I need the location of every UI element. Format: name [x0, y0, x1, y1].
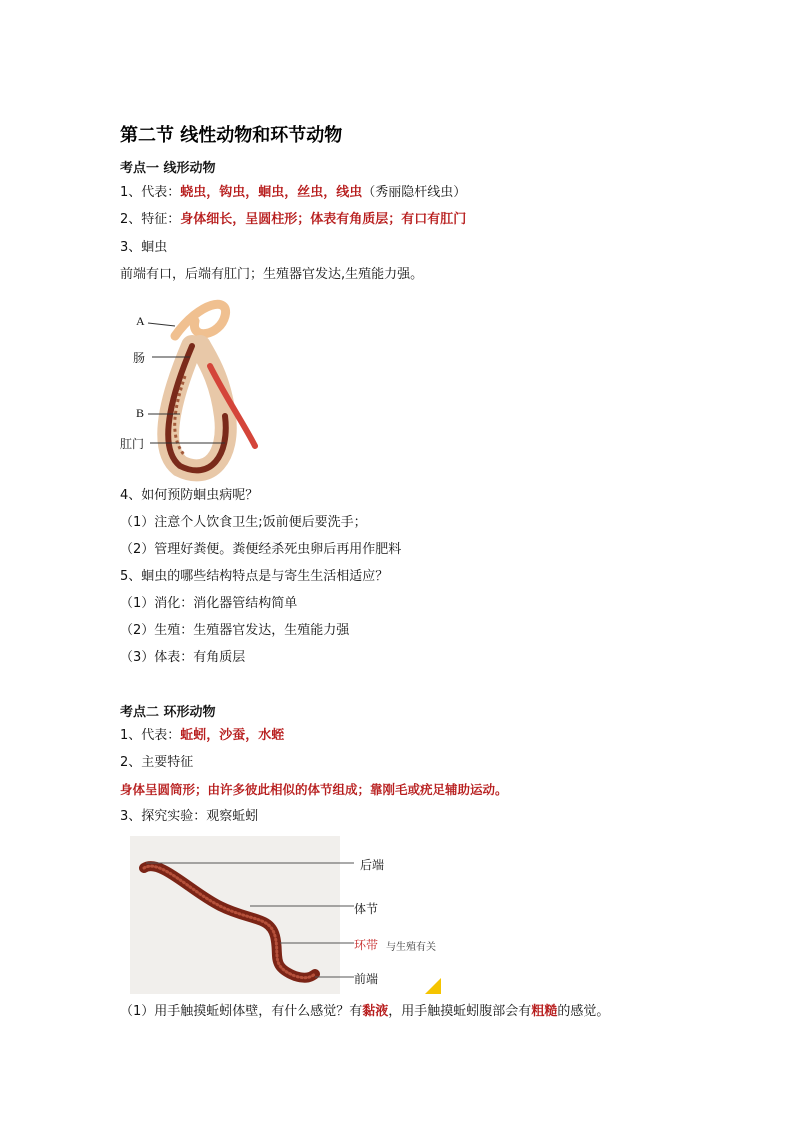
question-1 [120, 1003, 609, 1021]
q1-rough: 粗糙 [531, 1004, 558, 1019]
earthworm-photo [130, 836, 340, 994]
q1-part-c: ，用手触摸蚯蚓腹部会有 [388, 1004, 532, 1019]
adaptation-question: 5、蛔虫的哪些结构特点是与寄生生活相适应？ [120, 569, 389, 584]
rep2-items: 蚯蚓，沙蚕，水蛭 [180, 728, 285, 743]
label-segment: 体节 [354, 902, 379, 916]
label-b: B [136, 406, 145, 420]
label-intestine: 肠 [133, 351, 146, 365]
label-a: A [136, 314, 145, 328]
adaptation-item-1: （1）消化：消化器管结构简单 [120, 596, 298, 611]
adaptation-item-3: （3）体表：有角质层 [120, 650, 246, 665]
prevention-item-1: （1）注意个人饮食卫生;饭前便后要洗手； [120, 515, 367, 530]
experiment-heading: 3、探究实验：观察蚯蚓 [120, 809, 259, 824]
earthworm-figure [130, 836, 460, 996]
roundworm-figure [120, 296, 270, 486]
rep-prefix: 1、代表： [120, 185, 181, 200]
point1-heading: 考点一 线形动物 [120, 161, 216, 176]
label-rear-end: 后端 [360, 858, 385, 872]
point1-features [120, 211, 466, 229]
corner-marker-icon [425, 978, 441, 994]
prevention-item-2: （2）管理好粪便。粪便经杀死虫卵后再用作肥料 [120, 542, 402, 557]
section-title: 第二节 线性动物和环节动物 [120, 125, 343, 146]
label-anus: 肛门 [120, 437, 145, 451]
point1-representatives [120, 184, 466, 202]
point2-heading: 考点二 环形动物 [120, 705, 216, 720]
point2-feature-heading: 2、主要特征 [120, 755, 194, 770]
feat-items: 身体细长，呈圆柱形；体表有角质层；有口有肛门 [180, 212, 467, 227]
label-clitellum: 环带 [354, 938, 379, 952]
rep-items: 蛲虫，钩虫，蛔虫，丝虫，线虫 [180, 185, 363, 200]
earthworm-illustration [130, 836, 340, 994]
rep2-prefix: 1、代表： [120, 728, 181, 743]
feat-prefix: 2、特征： [120, 212, 181, 227]
point2-feature-text: 身体呈圆筒形；由许多彼此相似的体节组成；靠刚毛或疣足辅助运动。 [120, 782, 508, 797]
q1-part-e: 的感觉。 [557, 1004, 610, 1019]
point2-representatives [120, 727, 284, 745]
roundworm-illustration [130, 296, 270, 486]
prevention-question: 4、如何预防蛔虫病呢？ [120, 488, 259, 503]
label-front-end: 前端 [354, 972, 379, 986]
roundworm-heading: 3、蛔虫 [120, 240, 168, 255]
q1-mucus: 黏液 [362, 1004, 389, 1019]
q1-part-a: （1）用手触摸蚯蚓体壁，有什么感觉？有 [120, 1004, 363, 1019]
label-clitellum-note: 与生殖有关 [386, 942, 436, 953]
roundworm-description: 前端有口，后端有肛门；生殖器官发达,生殖能力强。 [120, 267, 424, 282]
adaptation-item-2: （2）生殖：生殖器官发达，生殖能力强 [120, 623, 350, 638]
rep-suffix: （秀丽隐杆线虫） [362, 185, 467, 200]
